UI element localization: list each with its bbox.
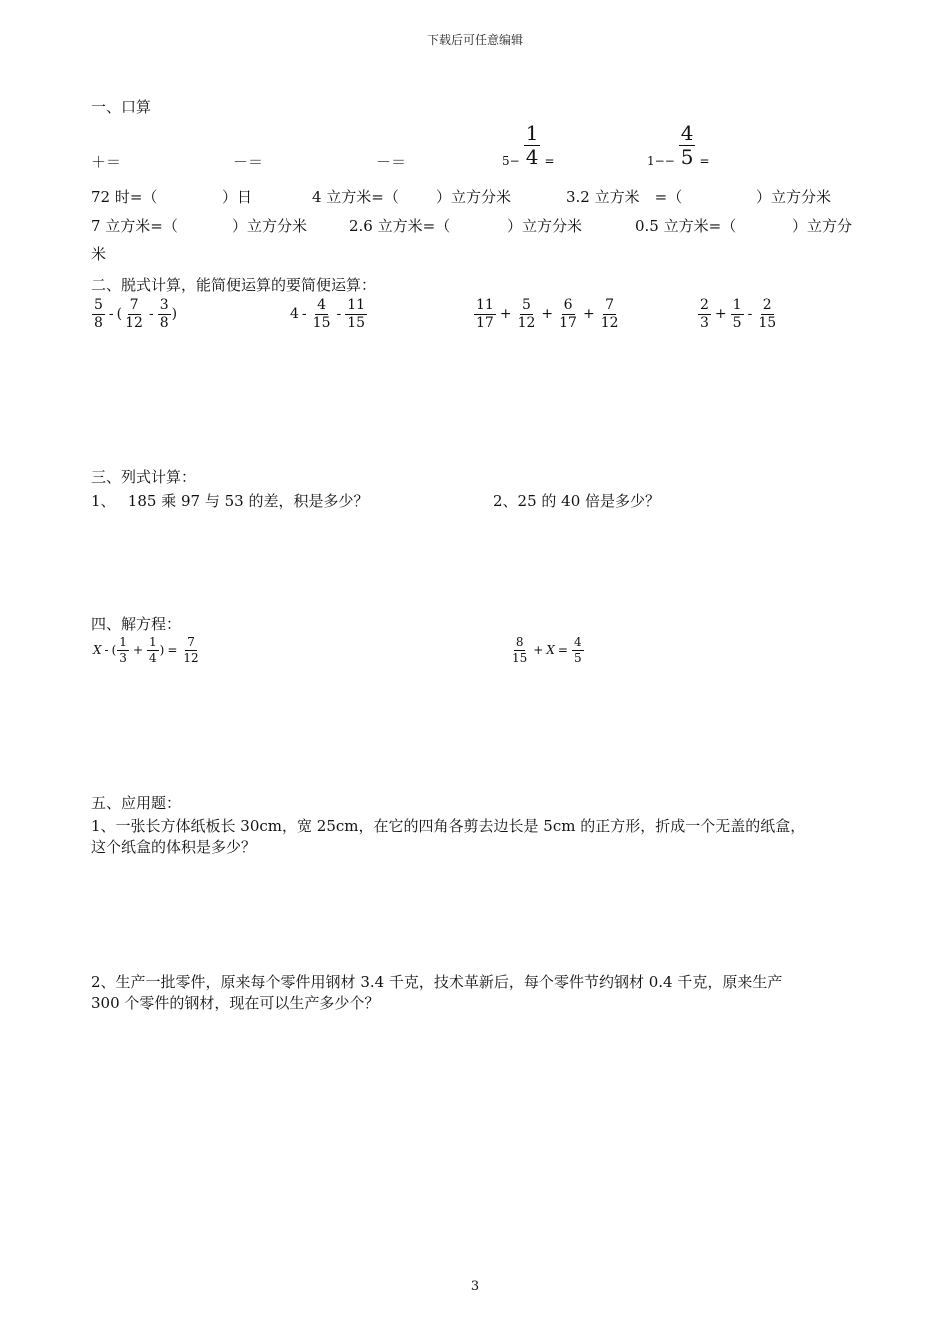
section-3-title: 三、列式计算： [91, 468, 197, 486]
paren: ) [171, 306, 178, 323]
operator: + [541, 306, 554, 323]
denominator: 12 [517, 314, 536, 331]
numerator: 7 [187, 635, 195, 649]
denominator: 15 [312, 314, 331, 331]
calc-expression-1 [91, 298, 177, 330]
numerator: 1 [525, 121, 539, 145]
fraction [557, 298, 579, 330]
denominator: 4 [525, 145, 539, 169]
operator: - [104, 643, 109, 658]
calc-expression-2 [290, 298, 368, 330]
equals: = [557, 643, 568, 658]
operator: + [582, 306, 595, 323]
numerator: 7 [129, 297, 139, 313]
fraction [117, 636, 129, 664]
page-number: 3 [470, 1279, 480, 1294]
conv-f-wrap: 米 [91, 245, 107, 263]
denominator: 12 [600, 314, 619, 331]
application-question-1-line-1: 1、一张长方体纸板长 30cm，宽 25cm，在它的四角各剪去边长是 5cm 的正方形，折成一个无盖的纸盒， [91, 817, 806, 835]
variable: X [93, 643, 102, 658]
conv-d-right: ）立方分米 [232, 217, 308, 235]
denominator: 17 [559, 314, 577, 331]
denominator: 15 [758, 314, 777, 331]
paren: ( [116, 306, 123, 323]
fraction [756, 298, 778, 330]
page-header: 下载后可任意编辑 [426, 33, 523, 47]
oral-item-5-lead: 1−− [647, 153, 675, 168]
numerator: 2 [762, 297, 772, 313]
word-calc-question-1: 1、 185 乘 97 与 53 的差，积是多少？ [91, 492, 369, 510]
numerator: 6 [563, 297, 573, 313]
conv-c-left: 3.2 立方米 =（ [566, 188, 683, 206]
denominator: 5 [573, 650, 582, 665]
application-question-2-line-2: 300 个零件的钢材，现在可以生产多少个？ [91, 994, 380, 1012]
section-1-title: 一、口算 [91, 98, 152, 116]
denominator: 4 [149, 650, 157, 665]
operator: + [499, 306, 512, 323]
operator: + [714, 306, 727, 323]
operator: - [301, 306, 307, 323]
equals: = [167, 643, 178, 658]
numerator: 1 [119, 635, 127, 649]
section-4-title: 四、解方程： [91, 615, 182, 633]
fraction [474, 298, 496, 330]
denominator: 3 [700, 314, 709, 331]
conv-f-right: ）立方分 [792, 217, 853, 235]
operator: + [132, 643, 143, 658]
numerator: 4 [680, 121, 694, 145]
denominator: 15 [512, 650, 528, 665]
operator: - [336, 306, 342, 323]
conv-b-right: ）立方分米 [436, 188, 512, 206]
numerator: 4 [573, 635, 582, 649]
conv-a-right: ）日 [222, 188, 253, 206]
paren: ) [159, 643, 165, 658]
numerator: 5 [522, 297, 531, 313]
numerator: 2 [700, 297, 709, 313]
conv-e-left: 2.6 立方米=（ [349, 217, 451, 235]
fraction [181, 636, 200, 664]
oral-item-4 [502, 123, 555, 168]
numerator: 4 [317, 297, 327, 313]
denominator: 5 [732, 314, 742, 331]
fraction [679, 123, 696, 168]
numerator: 8 [515, 635, 524, 649]
fraction [345, 298, 367, 330]
numerator: 11 [476, 297, 494, 313]
denominator: 12 [125, 314, 143, 331]
conv-c-right: ）立方分米 [756, 188, 832, 206]
conv-f-left: 0.5 立方米=（ [635, 217, 737, 235]
conv-d-left: 7 立方米=（ [91, 217, 178, 235]
oral-item-5 [647, 123, 710, 168]
fraction [599, 298, 621, 330]
equation-1 [93, 636, 202, 664]
fraction [147, 636, 159, 664]
word-calc-question-2: 2、25 的 40 倍是多少？ [493, 492, 661, 510]
conv-e-right: ）立方分米 [507, 217, 583, 235]
denominator: 8 [94, 314, 103, 331]
conv-b-left: 4 立方米=（ [312, 188, 399, 206]
application-question-2-line-1: 2、生产一批零件，原来每个零件用钢材 3.4 千克，技术革新后，每个零件节约钢材 0.4 千克，原来生产 [91, 973, 783, 991]
oral-item-5-tail: = [699, 153, 710, 168]
numerator: 1 [732, 297, 742, 313]
number: 4 [290, 306, 299, 323]
variable: X [546, 643, 555, 658]
numerator: 11 [347, 297, 366, 313]
numerator: 1 [149, 635, 157, 649]
numerator: 7 [605, 297, 615, 313]
denominator: 15 [347, 314, 366, 331]
equation-2 [509, 636, 585, 664]
denominator: 8 [159, 314, 169, 331]
operator: + [533, 643, 544, 658]
operator: - [148, 306, 154, 323]
numerator: 3 [159, 297, 169, 313]
section-5-title: 五、应用题： [91, 794, 182, 812]
conv-a-left: 72 时=（ [91, 188, 158, 206]
operator: - [108, 306, 114, 323]
fraction [731, 298, 744, 330]
operator: - [747, 306, 753, 323]
oral-item-1: ＋＝ [91, 153, 122, 171]
denominator: 5 [680, 145, 694, 169]
fraction [158, 298, 171, 330]
fraction [311, 298, 333, 330]
fraction [510, 636, 529, 664]
calc-expression-3 [473, 298, 622, 330]
oral-item-3: －＝ [376, 153, 407, 171]
fraction [123, 298, 145, 330]
numerator: 5 [94, 297, 103, 313]
calc-expression-4 [697, 298, 779, 330]
oral-item-4-lead: 5− [502, 153, 520, 168]
section-2-title: 二、脱式计算，能简便运算的要简便运算： [91, 276, 377, 294]
fraction [516, 298, 538, 330]
application-question-1-line-2: 这个纸盒的体积是多少？ [91, 838, 257, 856]
oral-item-2: －＝ [233, 153, 264, 171]
fraction [92, 298, 105, 330]
denominator: 17 [476, 314, 494, 331]
denominator: 3 [119, 650, 127, 665]
paren: ( [111, 643, 117, 658]
fraction [524, 123, 541, 168]
oral-item-4-tail: = [544, 153, 555, 168]
fraction [572, 636, 584, 664]
denominator: 12 [183, 650, 199, 665]
fraction [698, 298, 711, 330]
